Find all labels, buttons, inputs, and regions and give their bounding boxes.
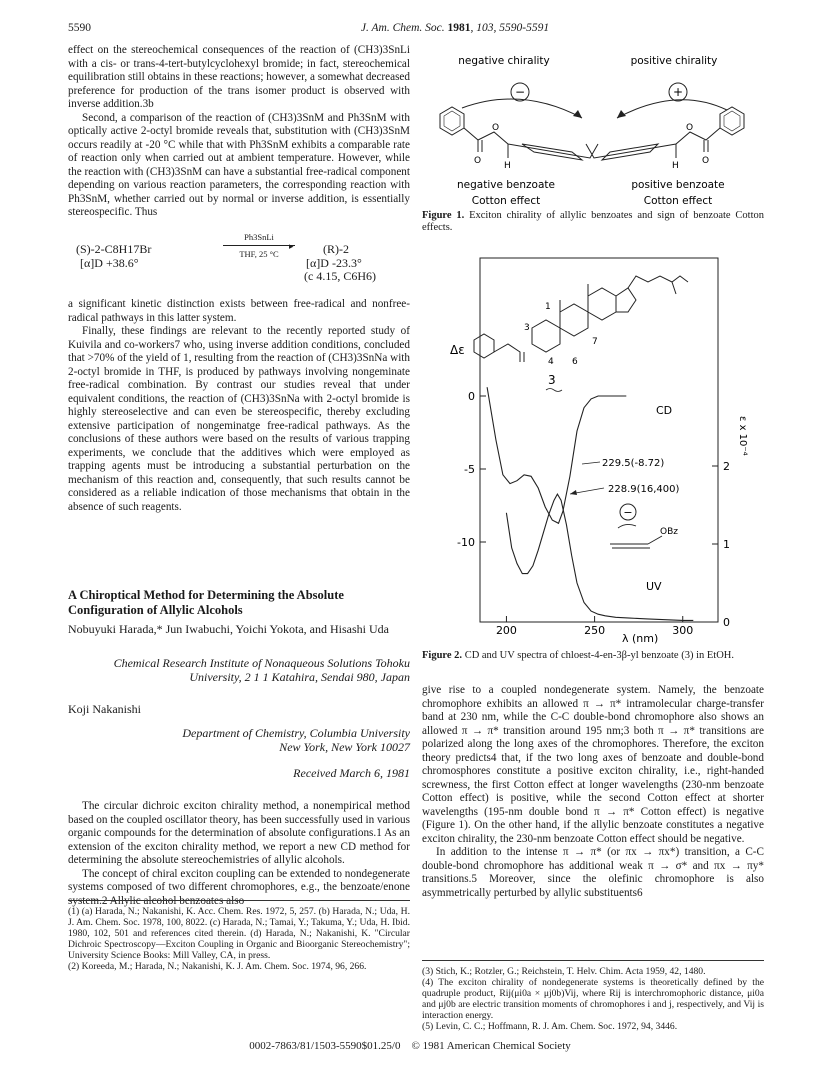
right-axis-ticks — [712, 460, 730, 629]
left-intro — [68, 800, 410, 908]
left-footnotes — [68, 906, 410, 972]
journal-name: J. Am. Chem. Soc. — [360, 22, 445, 34]
product-conditions: (c 4.15, C6H6) — [304, 269, 376, 283]
affiliation-2-line-2: New York, New York 10027 — [279, 740, 410, 754]
y2-tick-label-2: 2 — [723, 460, 730, 473]
right-column — [422, 684, 764, 900]
label-negative-benzoate: negative benzoate — [457, 179, 555, 191]
x-tick-label-1: 250 — [584, 624, 606, 637]
figure-2-caption-label: Figure 2. — [422, 650, 463, 661]
arrow-head: ▸ — [289, 241, 294, 251]
annotation-cd-max: 229.5(-8.72) — [602, 458, 665, 469]
running-header — [290, 22, 620, 34]
uv-series-line — [506, 494, 693, 620]
plus-sign: + — [672, 85, 684, 99]
atom-h-right: H — [672, 161, 679, 171]
figure-2 — [422, 248, 764, 648]
plot-frame — [480, 258, 718, 622]
left-column — [68, 44, 410, 220]
article-title: A Chiroptical Method for Determining the Absolute Configuration of Allylic Alcohols — [68, 588, 344, 617]
figure-1-caption-label: Figure 1. — [422, 210, 465, 221]
positive-chirality-arc — [617, 100, 727, 118]
journal-year: 1981 — [447, 22, 471, 34]
left-paragraph-6: The concept of chiral exciton coupling can be extended to nondegenerate systems composed of two different chromophores, e.g., the benzoate/enone system.2 Allylic alcohol benzoates also — [68, 867, 410, 907]
atom-number-7: 7 — [592, 337, 598, 347]
allylic-chain-right — [586, 128, 720, 158]
left-paragraph-4: Finally, these findings are relevant to the recently reported study of Kuivila and co-workers7 who, using inverse addition conditions, concluded that >70% of the yield of 1, resulting from the reaction of (CH3)3SnNa with 2-octyl bromide in THF, is produced by pathways involving nongeminate free-radical combination. By contrast our studies reveal that under equivalent conditions, the reaction of (CH3)3SnNa with 2-octyl bromide is highly stereoselective and can even be stereospecific, thereby excluding extensive participation of nongeminatge free-radical pathways. As the conclusions of these authors were based on the results of various trapping experiments, we conclude that the additives which were employed as trapping agents must be introducing a substantial perturbation on the mechanism of this reaction and, consequently, that such results cannot be considered as a reliable indication of those mechanisms that obtain in the absence of such reagents. — [68, 325, 410, 513]
figure-2-caption — [422, 650, 764, 662]
left-paragraph-3: a significant kinetic distinction exists between free-radical and nonfree-radical pathways in this latter system. — [68, 298, 410, 324]
uv-label: UV — [646, 580, 662, 593]
left-paragraph-5: The circular dichroic exciton chirality method, a nonempirical method based on the coupled oscillator theory, has been successfully used in various organic compounds for the determination of absolute configurations.1 As an extension of the exciton chirality method, we report a new CD method for determining the absolute stereochemistries of allylic alcohols. — [68, 800, 410, 866]
delta-epsilon-label: Δε — [450, 343, 465, 357]
atom-number-6: 6 — [572, 357, 578, 367]
product: (R)-2 — [323, 242, 349, 256]
affiliation-2 — [100, 726, 410, 754]
reactant: (S)-2-C8H17Br — [76, 242, 152, 256]
figure-1 — [422, 48, 762, 206]
footer-copyright: © 1981 American Chemical Society — [411, 1040, 571, 1052]
atom-number-4: 4 — [548, 357, 554, 367]
minus-sign-fig2: − — [623, 506, 633, 519]
x-tick-label-2: 300 — [672, 624, 694, 637]
atom-h-left: H — [504, 161, 511, 171]
x-tick-label-0: 200 — [495, 624, 517, 637]
y-tick-label-0: 0 — [468, 390, 475, 403]
figure-1-caption-text: Exciton chirality of allylic benzoates and sign of benzoate Cotton effects. — [422, 210, 764, 233]
reagent-top: Ph3SnLi — [244, 232, 274, 242]
ring-a — [532, 320, 560, 352]
atom-o-left-ester: O — [492, 123, 500, 133]
received-date: Received March 6, 1981 — [293, 766, 410, 780]
footnote-rule-right — [422, 960, 764, 961]
journal-volume-pages: , 103, 5590-5591 — [470, 22, 550, 34]
footnote-2: (2) Koreeda, M.; Harada, N.; Nakanishi, K. J. Am. Chem. Soc. 1974, 96, 266. — [68, 961, 367, 972]
cd-label: CD — [656, 404, 673, 417]
left-paragraph-1: effect on the stereochemical consequences of the reaction of (CH3)3SnLi with a cis- or trans-4-tert-butylcyclohexyl bromide; in fact, stereochemical equilibration still obtains in these reactions; however, a somewhat decreased preference for production of the trans isomer product is observed with inverse addition.3b — [68, 44, 410, 110]
compound-label-3: 3 — [548, 373, 556, 387]
x-axis-label: λ (nm) — [622, 632, 659, 645]
atom-number-3: 3 — [524, 323, 530, 333]
label-positive-chirality: positive chirality — [630, 55, 718, 67]
figure-2-caption-text: CD and UV spectra of chloest-4-en-3β-yl benzoate (3) in EtOH. — [464, 650, 735, 661]
ring-c — [588, 288, 616, 320]
page-number: 5590 — [68, 22, 91, 34]
label-positive-cotton: Cotton effect — [643, 195, 713, 206]
y-tick-label-2: -10 — [457, 536, 475, 549]
y-tick-label-1: -5 — [464, 463, 475, 476]
authors: Nobuyuki Harada,* Jun Iwabuchi, Yoichi Yokota, and Hisashi Uda — [68, 622, 389, 636]
minus-sign: − — [514, 85, 526, 99]
side-chain — [628, 276, 688, 294]
product-rotation: [α]D -23.3° — [306, 256, 362, 270]
left-paragraph-2: Second, a comparison of the reaction of (CH3)3SnM and Ph3SnM with optically active 2-octyl bromide reveals that, substitution with (CH3)3SnM occurs readily at -20 °C while that with Ph3SnM exhibits a comparable rate of reaction only when carried out at ambient temperature. However, while the reaction with (CH3)3SnM can have a substantial free-radical component depending on various reaction parameters, the corresponding reaction with Ph3SnM, whether carried out by normal or inverse addition, is essentially stereospecific. Thus — [68, 111, 410, 218]
y2-tick-label-1: 1 — [723, 538, 730, 551]
atom-o-right: O — [702, 156, 710, 166]
chirality-inset — [610, 524, 662, 548]
affiliation-2-line-1: Department of Chemistry, Columbia University — [182, 726, 410, 740]
y2-tick-label-0: 0 — [723, 616, 730, 629]
reagent-bottom: THF, 25 °C — [239, 249, 279, 259]
atom-number-1: 1 — [545, 302, 551, 312]
label-positive-benzoate: positive benzoate — [631, 179, 725, 191]
annotation-uv-max: 228.9(16,400) — [608, 484, 680, 495]
reactant-rotation: [α]D +38.6° — [80, 256, 139, 270]
right-paragraph-2: In addition to the intense π → π* (or πx → πx*) transition, a C-C double-bond chromophore has additional weak π → σ* and πx → πy* transitions.5 Moreover, since the olefinic chromophore is also asymmetrically perturbed by allylic substituents6 — [422, 846, 764, 899]
right-paragraph-1: give rise to a coupled nondegenerate system. Namely, the benzoate chromophore exhibits an allowed π → π* intramolecular charge-transfer band at 230 nm, while the C-C double-bond chromophore also shows an allowed π → π* transition around 195 nm;3 both π → π* transitions are polarized along the long axes of the chromophores. Therefore, the exciton theory predicts4 that, if the two long axes of benzoate and double-bond chromosphores constitute a positive exciton chirality, i.e., right-handed screwness, the first Cotton effect at longer wavelengths (230-nm benzoate Cotton effect) is positive, while the second Cotton effect at shorter wavelengths (195-nm double bond π → π* Cotton effect) is negative (Figure 1). On the other hand, if the allylic benzoate constitutes a negative exciton chirality, the 230-nm benzoate Cotton effect should be negative. — [422, 684, 764, 845]
author-2: Koji Nakanishi — [68, 702, 141, 716]
footnote-rule-left — [68, 900, 410, 901]
steroid-structure — [474, 276, 688, 362]
label-negative-chirality: negative chirality — [458, 55, 550, 67]
figure-1-caption — [422, 210, 764, 234]
page-footer — [0, 1040, 820, 1052]
footnote-3: (3) Stich, K.; Rotzler, G.; Reichstein, T. Helv. Chim. Acta 1959, 42, 1480. — [422, 966, 706, 977]
cd-series-line — [487, 387, 626, 523]
negative-chirality-arc — [462, 99, 582, 118]
epsilon-axis-label: ε x 10⁻⁴ — [737, 416, 748, 456]
ring-d — [616, 288, 636, 312]
benzene-ring-fig2 — [474, 334, 494, 358]
allylic-chain-left — [464, 128, 598, 158]
obz-label: OBz — [660, 527, 678, 537]
atom-o-right-ester: O — [686, 123, 694, 133]
ring-b — [560, 304, 588, 336]
affiliation-1: Chemical Research Institute of Nonaqueous Solutions Tohoku University, 2 1 1 Katahira, Sendai 980, Japan — [113, 656, 410, 684]
footnote-1: (1) (a) Harada, N.; Nakanishi, K. Acc. Chem. Res. 1972, 5, 257. (b) Harada, N.; Uda, H. J. Am. Chem. Soc. 1978, 100, 8022. (c) Harada, N.; Tamai, Y.; Takuma, Y.; Uda, H. Ibid. 1980, 102, 501 and references cited therein. (d) Harada, N.; Nakanishi, K. "Circular Dichroic Spectroscopy—Exciton Coupling in Organic and Bioorganic Stereochemistry"; University Science Books: Mill Valley, CA, in press. — [68, 906, 410, 961]
reaction-scheme — [68, 232, 410, 290]
footnote-4: (4) The exciton chirality of nondegenerate systems is theoretically defined by the quadruple product, Rij(μi0a × μj0b)Vij, where Rij is interchromophoric distance, μi0a and μj0b are electric transition moments of chromophores i and j, respectively, and Vij is interaction energy. — [422, 977, 764, 1021]
atom-o-left: O — [474, 156, 482, 166]
footer-code: 0002-7863/81/1503-5590$01.25/0 — [249, 1040, 401, 1052]
right-footnotes — [422, 966, 764, 1032]
left-axis-ticks — [457, 390, 486, 549]
footnote-5: (5) Levin, C. C.; Hoffmann, R. J. Am. Chem. Soc. 1972, 94, 3446. — [422, 1021, 678, 1032]
label-negative-cotton: Cotton effect — [471, 195, 541, 206]
left-column-continued — [68, 298, 410, 514]
reaction-arrow — [223, 245, 295, 246]
